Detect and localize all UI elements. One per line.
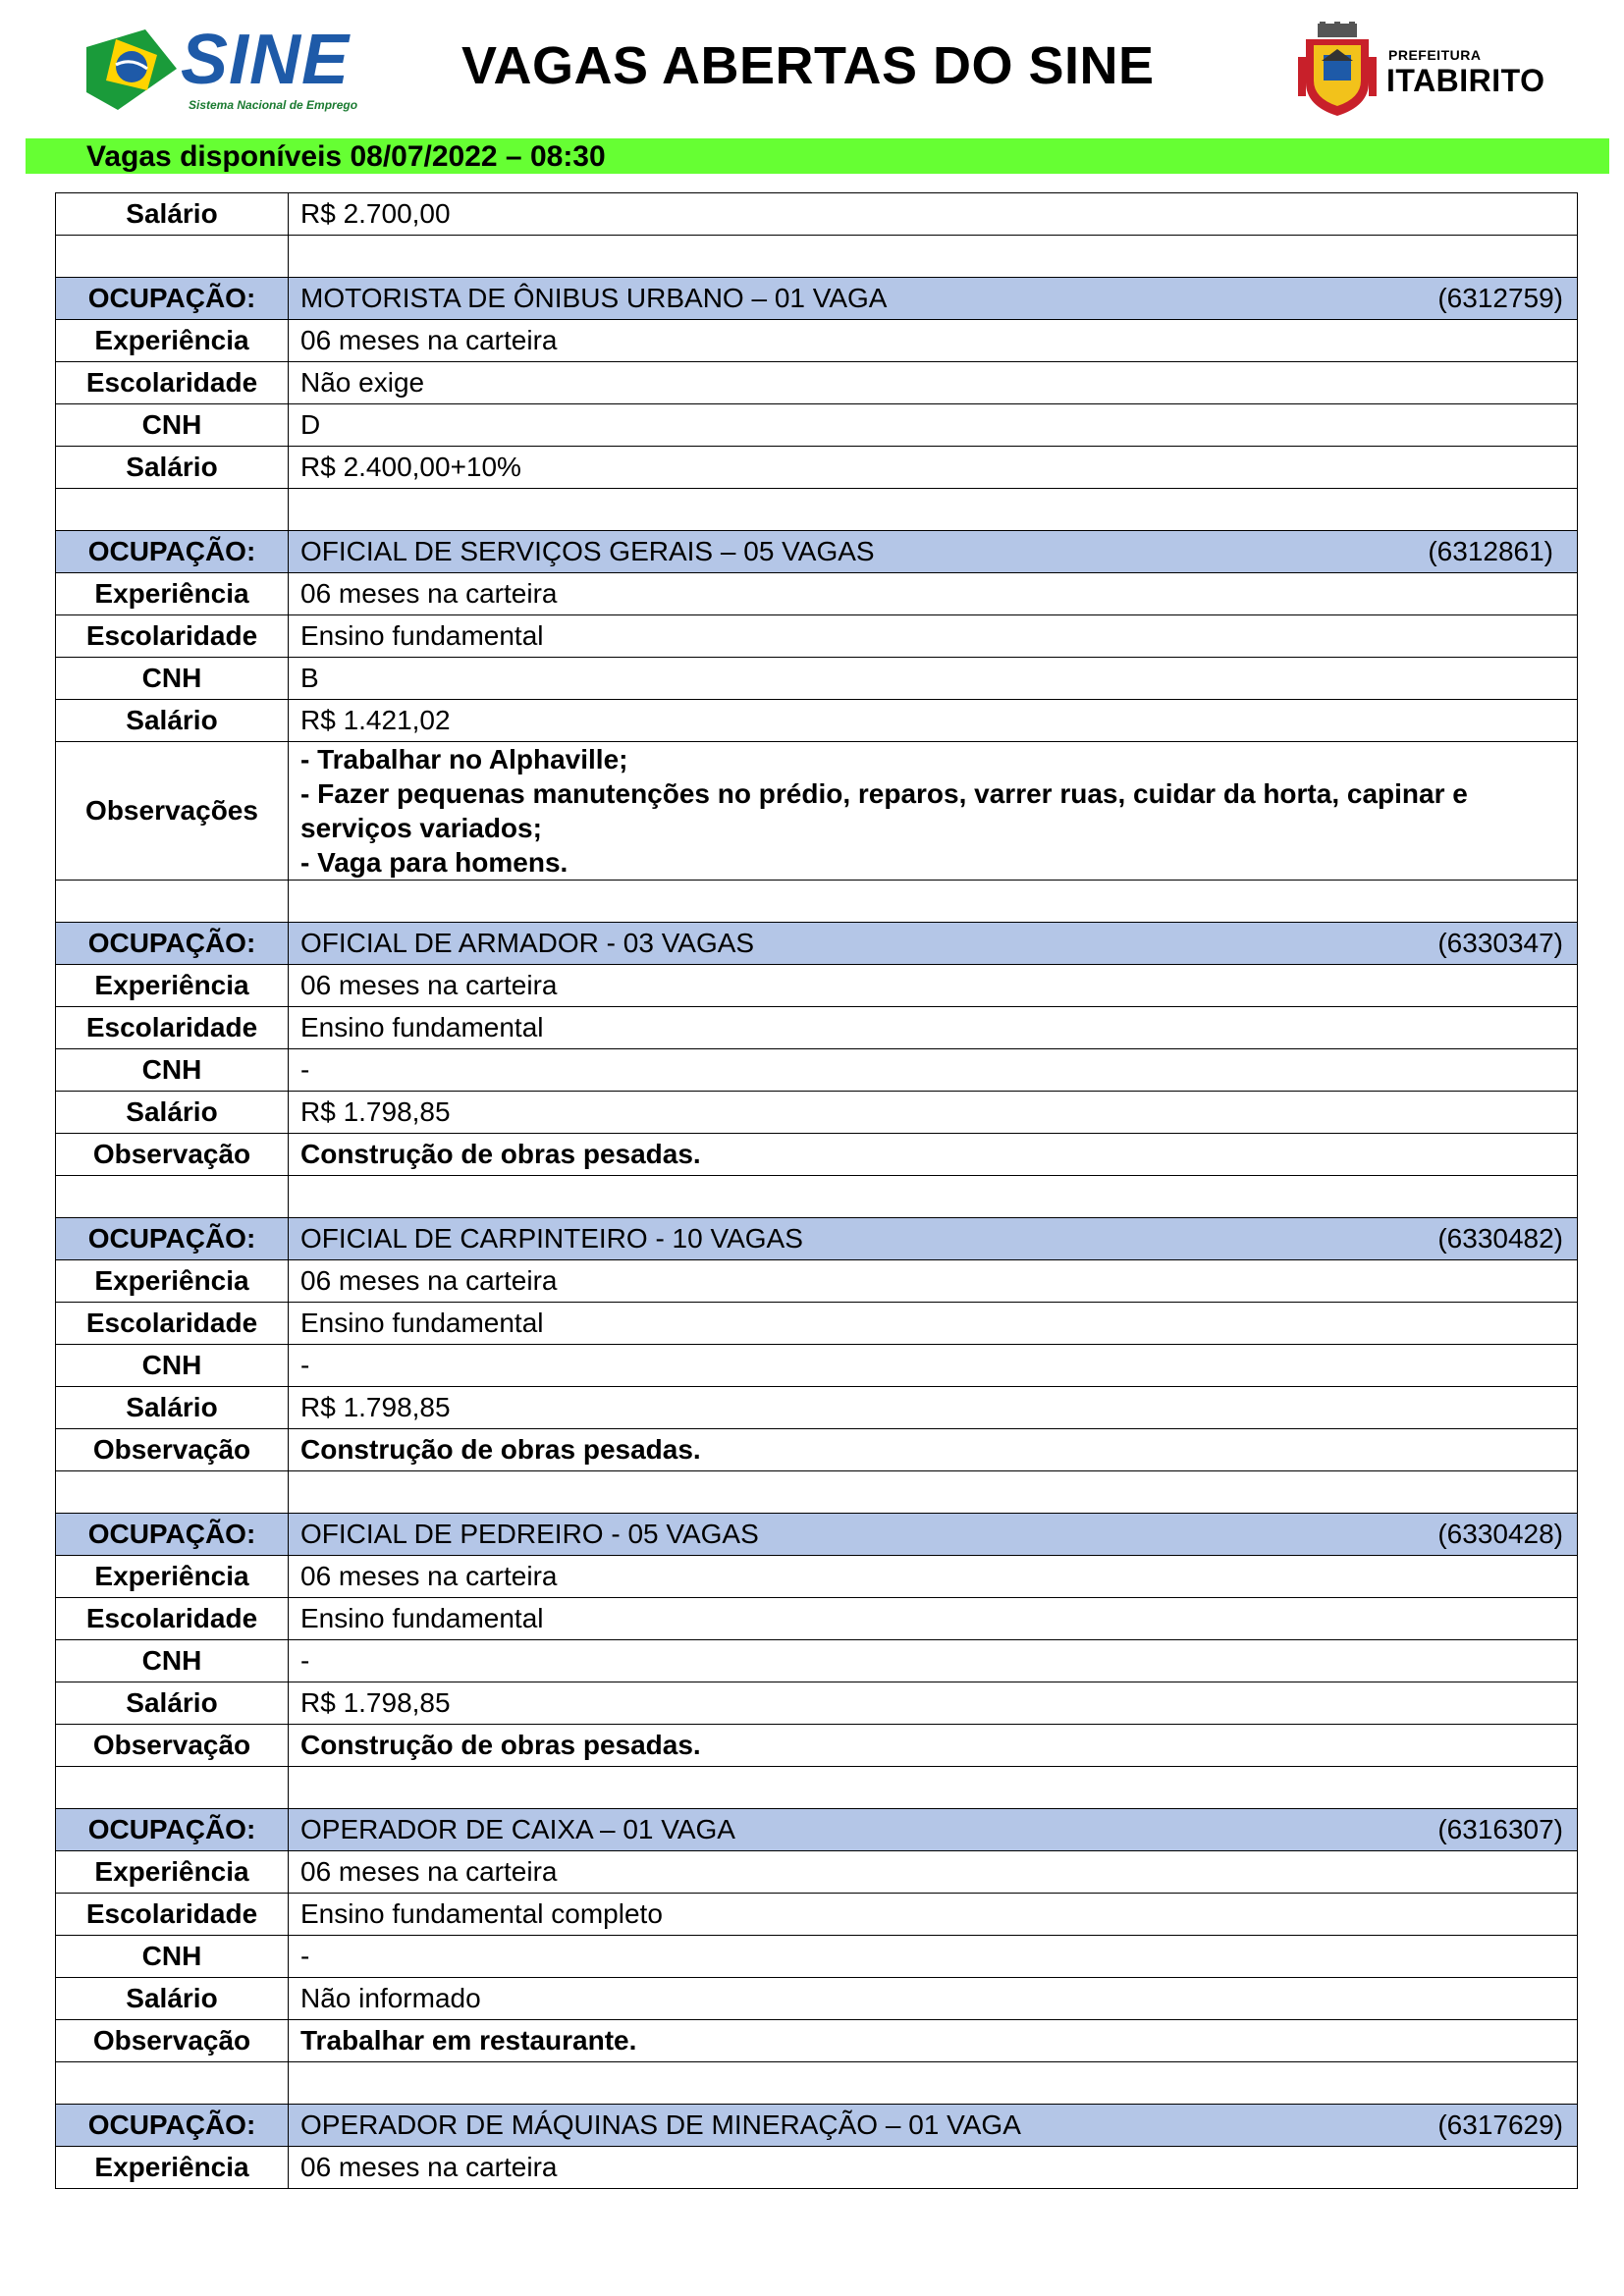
table-row: [56, 658, 1578, 700]
occupation-title: OFICIAL DE PEDREIRO - 05 VAGAS: [300, 1519, 759, 1549]
table-row: [56, 573, 1578, 615]
row-value: R$ 1.421,02: [289, 700, 1578, 742]
occupation-code: (6312861): [1428, 536, 1553, 566]
table-row: [56, 193, 1578, 236]
table-row: [56, 1682, 1578, 1725]
table-row: [56, 1978, 1578, 2020]
occupation-row: [56, 923, 1578, 965]
row-label: Observação: [56, 2020, 289, 2062]
row-label: OCUPAÇÃO:: [56, 1218, 289, 1260]
row-value: Construção de obras pesadas.: [289, 1725, 1578, 1767]
row-label: CNH: [56, 1640, 289, 1682]
row-value: -: [289, 1936, 1578, 1978]
row-label: Experiência: [56, 320, 289, 362]
table-row: [56, 700, 1578, 742]
row-value: -: [289, 1640, 1578, 1682]
row-value: D: [289, 404, 1578, 447]
row-value: Ensino fundamental: [289, 1598, 1578, 1640]
occupation-row: [56, 531, 1578, 573]
row-value: R$ 2.700,00: [289, 193, 1578, 236]
table-row: [56, 1598, 1578, 1640]
spacer-row: [56, 1767, 1578, 1809]
row-label: Salário: [56, 1092, 289, 1134]
spacer-row: [56, 881, 1578, 923]
table-row: [56, 447, 1578, 489]
banner-text: Vagas disponíveis 08/07/2022 – 08:30: [86, 140, 606, 173]
row-label: Experiência: [56, 1260, 289, 1303]
row-value: 06 meses na carteira: [289, 320, 1578, 362]
occupation-title: OFICIAL DE SERVIÇOS GERAIS – 05 VAGAS: [300, 536, 875, 566]
occupation-title: OPERADOR DE MÁQUINAS DE MINERAÇÃO – 01 VAGA: [300, 2109, 1021, 2140]
occupation-row: [56, 1218, 1578, 1260]
occupation-code: (6330482): [1437, 1223, 1563, 1254]
city-name: ITABIRITO: [1386, 63, 1545, 98]
table-row: [56, 1007, 1578, 1049]
row-label: Salário: [56, 447, 289, 489]
table-row: [56, 1429, 1578, 1471]
table-row: [56, 1556, 1578, 1598]
occupation-row: [56, 1514, 1578, 1556]
row-value: Construção de obras pesadas.: [289, 1134, 1578, 1176]
row-label: OCUPAÇÃO:: [56, 531, 289, 573]
occupation-title: OFICIAL DE ARMADOR - 03 VAGAS: [300, 928, 755, 958]
row-value: R$ 1.798,85: [289, 1387, 1578, 1429]
row-label: OCUPAÇÃO:: [56, 278, 289, 320]
row-label: Observações: [56, 742, 289, 881]
sine-logo-text: SINE: [181, 21, 351, 99]
row-label: Escolaridade: [56, 1598, 289, 1640]
table-row: [56, 1725, 1578, 1767]
row-value: B: [289, 658, 1578, 700]
row-value: 06 meses na carteira: [289, 965, 1578, 1007]
row-label: OCUPAÇÃO:: [56, 1809, 289, 1851]
date-banner: [26, 138, 1609, 174]
table-row: [56, 404, 1578, 447]
sine-logo: [86, 21, 361, 117]
prefeitura-logo: [1298, 22, 1543, 120]
row-label: OCUPAÇÃO:: [56, 2105, 289, 2147]
row-value: 06 meses na carteira: [289, 2147, 1578, 2189]
occupation-row: [56, 1809, 1578, 1851]
table-row: [56, 1936, 1578, 1978]
occupation-row: [56, 2105, 1578, 2147]
row-value: -: [289, 1049, 1578, 1092]
row-label: CNH: [56, 1345, 289, 1387]
row-label: Observação: [56, 1429, 289, 1471]
row-value: 06 meses na carteira: [289, 1556, 1578, 1598]
row-label: CNH: [56, 404, 289, 447]
table-row: [56, 320, 1578, 362]
table-row: [56, 1894, 1578, 1936]
occupation-row: [56, 278, 1578, 320]
table-row: [56, 1049, 1578, 1092]
row-label: CNH: [56, 658, 289, 700]
row-label: Observação: [56, 1725, 289, 1767]
table-row: [56, 1303, 1578, 1345]
row-value: Ensino fundamental: [289, 1007, 1578, 1049]
row-label: Observação: [56, 1134, 289, 1176]
brazil-flag-icon: [86, 29, 177, 110]
row-label: CNH: [56, 1049, 289, 1092]
occupation-code: (6316307): [1437, 1814, 1563, 1844]
row-label: Salário: [56, 1978, 289, 2020]
row-label: Escolaridade: [56, 362, 289, 404]
page-title: VAGAS ABERTAS DO SINE: [461, 36, 1155, 95]
occupation-title: OPERADOR DE CAIXA – 01 VAGA: [300, 1814, 735, 1844]
row-value: Não exige: [289, 362, 1578, 404]
table-row: [56, 362, 1578, 404]
table-row: [56, 1260, 1578, 1303]
row-value: [289, 742, 1578, 881]
row-value: R$ 2.400,00+10%: [289, 447, 1578, 489]
city-crest-icon: [1298, 22, 1377, 120]
table-row: [56, 1387, 1578, 1429]
spacer-row: [56, 1471, 1578, 1514]
table-row: [56, 615, 1578, 658]
row-value: 06 meses na carteira: [289, 1260, 1578, 1303]
row-label: Experiência: [56, 1851, 289, 1894]
occupation-code: (6330347): [1437, 928, 1563, 958]
row-value: -: [289, 1345, 1578, 1387]
row-label: Escolaridade: [56, 615, 289, 658]
row-label: Salário: [56, 700, 289, 742]
occupation-code: (6312759): [1437, 283, 1563, 313]
table-row: [56, 965, 1578, 1007]
table-row: [56, 1345, 1578, 1387]
row-value: R$ 1.798,85: [289, 1092, 1578, 1134]
row-label: Experiência: [56, 1556, 289, 1598]
page-header: [0, 0, 1624, 137]
spacer-row: [56, 2062, 1578, 2105]
observation-line: - Vaga para homens.: [300, 847, 568, 878]
row-label: CNH: [56, 1936, 289, 1978]
row-value: Não informado: [289, 1978, 1578, 2020]
row-value: R$ 1.798,85: [289, 1682, 1578, 1725]
row-value: Trabalhar em restaurante.: [289, 2020, 1578, 2062]
row-label: Escolaridade: [56, 1303, 289, 1345]
row-label: OCUPAÇÃO:: [56, 923, 289, 965]
occupation-title: MOTORISTA DE ÔNIBUS URBANO – 01 VAGA: [300, 283, 888, 313]
spacer-row: [56, 489, 1578, 531]
occupation-code: (6317629): [1437, 2109, 1563, 2140]
table-row: [56, 2147, 1578, 2189]
table-row: [56, 1092, 1578, 1134]
row-value: 06 meses na carteira: [289, 573, 1578, 615]
table-row: [56, 2020, 1578, 2062]
jobs-table: [55, 192, 1578, 2189]
spacer-row: [56, 236, 1578, 278]
sine-logo-subtitle: Sistema Nacional de Emprego: [189, 98, 358, 112]
observation-line: - Fazer pequenas manutenções no prédio, reparos, varrer ruas, cuidar da horta, capinar e serviços variados;: [300, 778, 1468, 843]
row-value: Ensino fundamental: [289, 615, 1578, 658]
row-label: OCUPAÇÃO:: [56, 1514, 289, 1556]
row-value: Ensino fundamental completo: [289, 1894, 1578, 1936]
row-label: Escolaridade: [56, 1007, 289, 1049]
spacer-row: [56, 1176, 1578, 1218]
prefeitura-label: PREFEITURA: [1388, 47, 1482, 63]
row-label: Salário: [56, 193, 289, 236]
table-row: [56, 1640, 1578, 1682]
occupation-code: (6330428): [1437, 1519, 1563, 1549]
table-row: [56, 1851, 1578, 1894]
table-row: [56, 1134, 1578, 1176]
row-label: Experiência: [56, 573, 289, 615]
row-value: 06 meses na carteira: [289, 1851, 1578, 1894]
row-label: Experiência: [56, 2147, 289, 2189]
row-value: Construção de obras pesadas.: [289, 1429, 1578, 1471]
row-label: Experiência: [56, 965, 289, 1007]
row-label: Escolaridade: [56, 1894, 289, 1936]
row-label: Salário: [56, 1682, 289, 1725]
row-value: Ensino fundamental: [289, 1303, 1578, 1345]
occupation-title: OFICIAL DE CARPINTEIRO - 10 VAGAS: [300, 1223, 803, 1254]
observation-line: - Trabalhar no Alphaville;: [300, 744, 628, 774]
row-label: Salário: [56, 1387, 289, 1429]
table-row: [56, 742, 1578, 881]
